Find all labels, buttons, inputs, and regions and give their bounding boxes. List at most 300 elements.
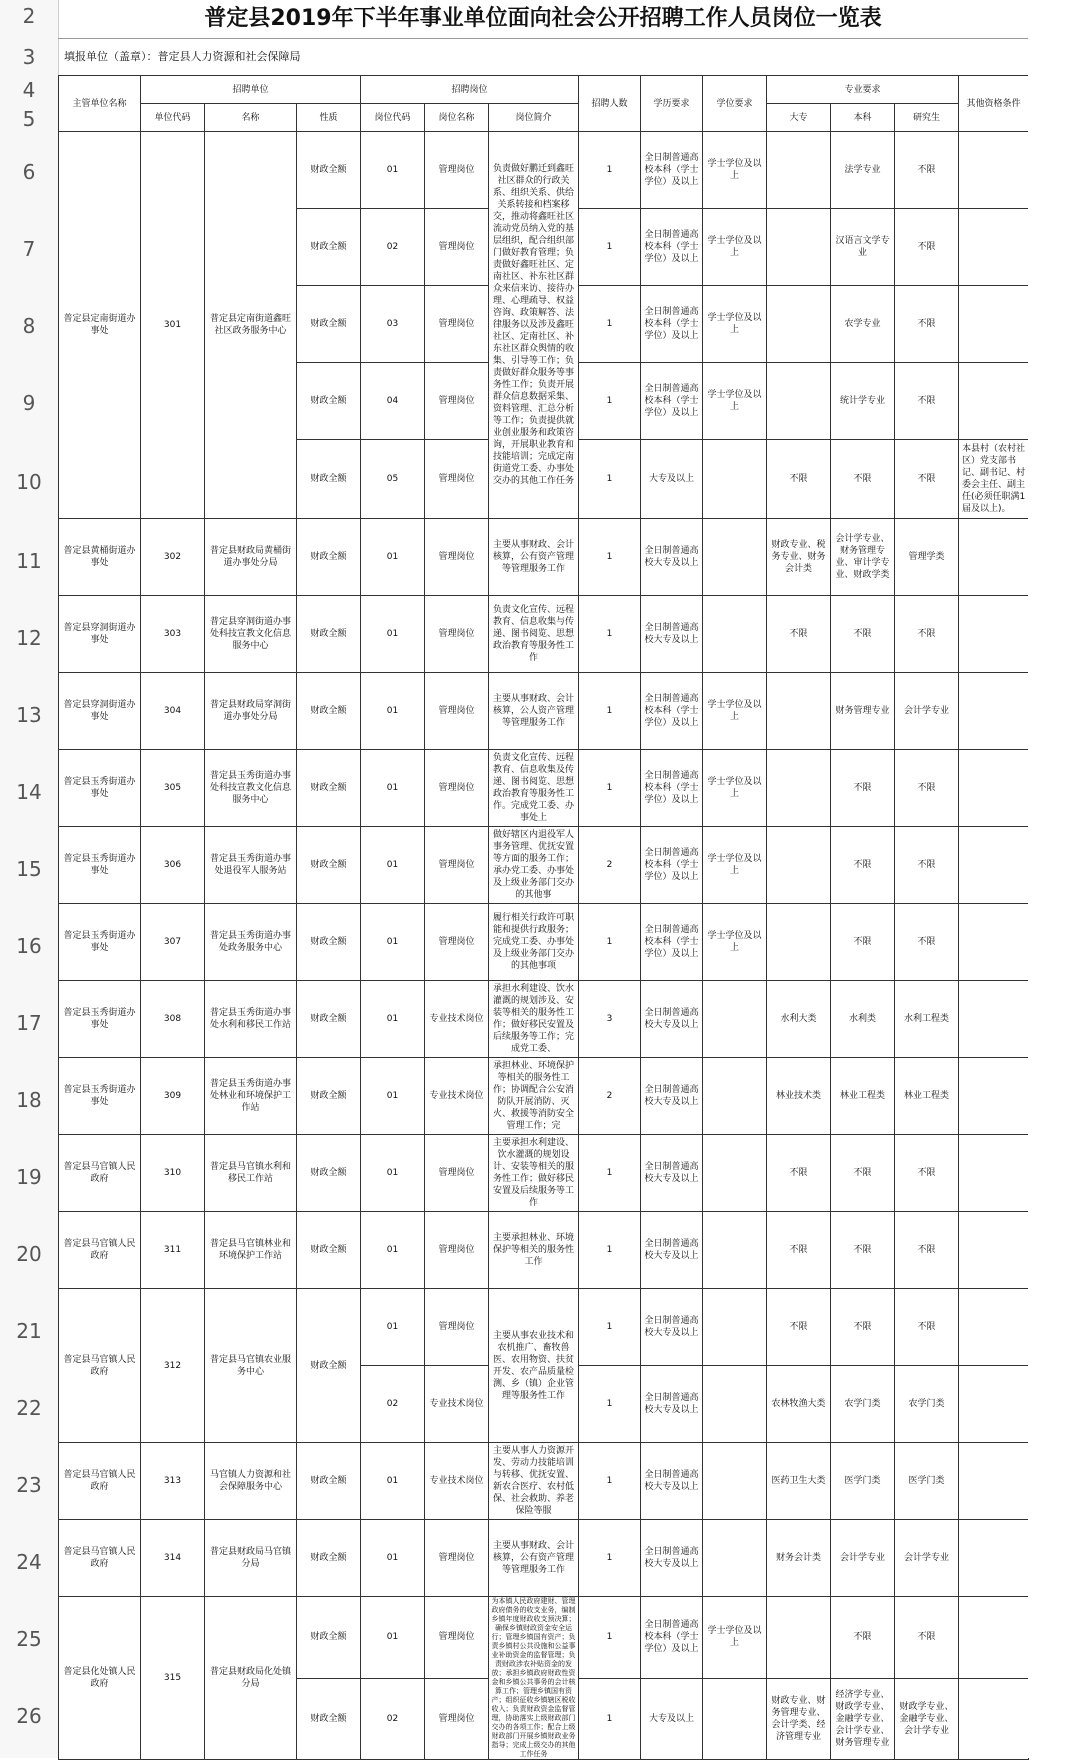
cell-other[interactable] — [959, 209, 1029, 286]
cell-other[interactable] — [959, 1366, 1029, 1443]
cell-other[interactable] — [959, 1135, 1029, 1212]
cell-dazhuan[interactable]: 林业技术类 — [767, 1058, 831, 1135]
cell-unit-code[interactable]: 302 — [141, 519, 205, 596]
cell-unit-name[interactable]: 普定县玉秀街道办事处水利和移民工作站 — [205, 981, 297, 1058]
cell-edu[interactable]: 全日制普通高校大专及以上 — [641, 1058, 703, 1135]
cell-unit-code[interactable]: 309 — [141, 1058, 205, 1135]
cell-nature[interactable]: 财政全额 — [297, 673, 361, 750]
cell-nature[interactable]: 财政全额 — [297, 1135, 361, 1212]
cell-post-intro[interactable] — [489, 673, 579, 750]
cell-unit-code[interactable]: 315 — [141, 1597, 205, 1760]
cell-other[interactable] — [959, 750, 1029, 827]
cell-unit-code[interactable]: 305 — [141, 750, 205, 827]
cell-dept[interactable]: 普定县马官镇人民政府 — [59, 1212, 141, 1289]
cell-degree[interactable] — [703, 596, 767, 673]
cell-benke[interactable]: 不限 — [831, 904, 895, 981]
post-intro-text: 承担林业、环境保护等相关的服务性工作；协调配合公安消防队开展消防、灭火、救援等消防安全管理工作；完 — [493, 1061, 575, 1131]
cell-yjs[interactable]: 管理学类 — [895, 519, 959, 596]
cell-yjs[interactable]: 不限 — [895, 596, 959, 673]
cell-edu[interactable]: 全日制普通高校大专及以上 — [641, 1212, 703, 1289]
cell-dept[interactable]: 普定县穿洞街道办事处 — [59, 673, 141, 750]
cell-edu[interactable]: 全日制普通高校大专及以上 — [641, 596, 703, 673]
cell-unit-code[interactable]: 310 — [141, 1135, 205, 1212]
cell-yjs[interactable]: 林业工程类 — [895, 1058, 959, 1135]
cell-edu[interactable]: 全日制普通高校大专及以上 — [641, 1366, 703, 1443]
cell-post-code[interactable]: 01 — [361, 981, 425, 1058]
cell-dept[interactable]: 普定县定南街道办事处 — [59, 132, 141, 519]
cell-count[interactable]: 1 — [579, 1520, 641, 1597]
cell-other[interactable] — [959, 1058, 1029, 1135]
cell-post-intro[interactable] — [489, 1597, 579, 1760]
post-intro-text: 为本镇人民政府建财、管理政府债务的收支业务，编制乡镇年度财政收支预决算；确保乡镇财政资金安全运行；管理乡镇国有资产；负责乡镇村公共设施和公益事业补助资金的监督管理；负责财政涉农补贴资金的发放；承担乡镇政府财政性资金和乡镇公共事务的会计核算工作；管理乡镇国有资产；组织征收乡镇辖区税收收入；负责财政资金监督管理，协助落实上级财政部门交办的各项工作；配合上级财政部门开展乡镇财政业务指导；完成上级交办的其他工作任务 — [491, 1597, 576, 1758]
cell-post-intro[interactable] — [489, 519, 579, 596]
cell-unit-name[interactable]: 普定县马官镇农业服务中心 — [205, 1289, 297, 1443]
cell-benke[interactable]: 会计学专业、财务管理专业、审计学专业、财政学类 — [831, 519, 895, 596]
cell-benke[interactable]: 不限 — [831, 827, 895, 904]
cell-benke[interactable]: 农学专业 — [831, 286, 895, 363]
cell-degree[interactable] — [703, 440, 767, 519]
cell-post-name[interactable]: 管理岗位 — [425, 363, 489, 440]
cell-degree[interactable]: 学士学位及以上 — [703, 286, 767, 363]
cell-benke[interactable]: 经济学专业、财政学专业、金融学专业、会计学专业、财务管理专业 — [831, 1678, 895, 1760]
cell-benke[interactable]: 不限 — [831, 1135, 895, 1212]
row-number[interactable]: 12 — [16, 626, 42, 650]
cell-other[interactable] — [959, 519, 1029, 596]
cell-degree[interactable] — [703, 1443, 767, 1520]
cell-other[interactable] — [959, 981, 1029, 1058]
cell-other[interactable] — [959, 286, 1029, 363]
cell-dept[interactable]: 普定县马官镇人民政府 — [59, 1443, 141, 1520]
cell-yjs[interactable]: 水利工程类 — [895, 981, 959, 1058]
cell-unit-code[interactable]: 312 — [141, 1289, 205, 1443]
cell-count[interactable]: 1 — [579, 209, 641, 286]
row-number[interactable]: 23 — [16, 1473, 42, 1497]
cell-post-name[interactable]: 管理岗位 — [425, 904, 489, 981]
cell-yjs[interactable]: 不限 — [895, 209, 959, 286]
cell-nature[interactable]: 财政全额 — [297, 209, 361, 286]
cell-unit-name[interactable]: 普定县穿洞街道办事处科技宣教文化信息服务中心 — [205, 596, 297, 673]
row-number[interactable]: 18 — [16, 1088, 42, 1112]
cell-post-name[interactable]: 专业技术岗位 — [425, 1058, 489, 1135]
cell-yjs[interactable]: 会计学专业 — [895, 1520, 959, 1597]
cell-benke[interactable]: 不限 — [831, 1289, 895, 1366]
cell-benke[interactable]: 不限 — [831, 440, 895, 519]
cell-count[interactable]: 1 — [579, 904, 641, 981]
cell-dept[interactable]: 普定县玉秀街道办事处 — [59, 904, 141, 981]
cell-post-name[interactable]: 管理岗位 — [425, 132, 489, 209]
cell-dept[interactable]: 普定县马官镇人民政府 — [59, 1289, 141, 1443]
cell-yjs[interactable]: 不限 — [895, 1597, 959, 1679]
cell-other[interactable] — [959, 904, 1029, 981]
cell-benke[interactable]: 财务管理专业 — [831, 673, 895, 750]
row-number[interactable]: 2 — [22, 4, 36, 28]
cell-count[interactable]: 2 — [579, 1058, 641, 1135]
header-count: 招聘人数 — [579, 76, 641, 132]
cell-nature[interactable]: 财政全额 — [297, 750, 361, 827]
row-number[interactable]: 20 — [16, 1242, 42, 1266]
cell-dept[interactable]: 普定县马官镇人民政府 — [59, 1520, 141, 1597]
row-number[interactable]: 6 — [22, 160, 36, 184]
cell-nature[interactable]: 财政全额 — [297, 132, 361, 209]
row-number[interactable]: 13 — [16, 703, 42, 727]
cell-dept[interactable]: 普定县玉秀街道办事处 — [59, 750, 141, 827]
cell-degree[interactable] — [703, 1520, 767, 1597]
cell-edu[interactable]: 全日制普通高校本科（学士学位）及以上 — [641, 750, 703, 827]
cell-post-code[interactable]: 01 — [361, 750, 425, 827]
cell-other[interactable] — [959, 1443, 1029, 1520]
cell-unit-code[interactable]: 307 — [141, 904, 205, 981]
cell-benke[interactable]: 法学专业 — [831, 132, 895, 209]
cell-dazhuan[interactable]: 不限 — [767, 1289, 831, 1366]
cell-yjs[interactable]: 不限 — [895, 286, 959, 363]
cell-other[interactable] — [959, 673, 1029, 750]
cell-yjs[interactable]: 不限 — [895, 827, 959, 904]
cell-benke[interactable]: 不限 — [831, 1212, 895, 1289]
cell-post-intro[interactable] — [489, 1058, 579, 1135]
cell-yjs[interactable]: 农学门类 — [895, 1366, 959, 1443]
cell-degree[interactable] — [703, 1289, 767, 1366]
row-number[interactable]: 11 — [16, 549, 42, 573]
cell-yjs[interactable]: 不限 — [895, 904, 959, 981]
cell-post-code[interactable]: 01 — [361, 1135, 425, 1212]
cell-post-code[interactable]: 03 — [361, 286, 425, 363]
cell-post-name[interactable]: 专业技术岗位 — [425, 1443, 489, 1520]
cell-post-code[interactable]: 01 — [361, 132, 425, 209]
row-number[interactable]: 14 — [16, 780, 42, 804]
cell-degree[interactable]: 学士学位及以上 — [703, 1597, 767, 1679]
cell-post-intro[interactable] — [489, 596, 579, 673]
cell-benke[interactable]: 医学门类 — [831, 1443, 895, 1520]
cell-count[interactable]: 1 — [579, 750, 641, 827]
cell-post-name[interactable]: 管理岗位 — [425, 750, 489, 827]
cell-yjs[interactable]: 会计学专业 — [895, 673, 959, 750]
table-row — [59, 827, 1029, 904]
cell-dept[interactable]: 普定县马官镇人民政府 — [59, 1135, 141, 1212]
cell-other[interactable] — [959, 363, 1029, 440]
cell-yjs[interactable]: 不限 — [895, 1135, 959, 1212]
cell-count[interactable]: 1 — [579, 440, 641, 519]
cell-post-intro[interactable] — [489, 1212, 579, 1289]
cell-post-code[interactable]: 01 — [361, 1520, 425, 1597]
cell-post-name[interactable]: 管理岗位 — [425, 209, 489, 286]
cell-dazhuan[interactable] — [767, 750, 831, 827]
cell-post-intro[interactable] — [489, 132, 579, 519]
cell-post-code[interactable]: 02 — [361, 1678, 425, 1760]
cell-unit-name[interactable]: 普定县定南街道鑫旺社区政务服务中心 — [205, 132, 297, 519]
cell-yjs[interactable]: 不限 — [895, 132, 959, 209]
cell-other[interactable] — [959, 1520, 1029, 1597]
cell-edu[interactable]: 全日制普通高校本科（学士学位）及以上 — [641, 904, 703, 981]
cell-unit-code[interactable]: 308 — [141, 981, 205, 1058]
cell-other[interactable] — [959, 827, 1029, 904]
cell-post-name[interactable]: 专业技术岗位 — [425, 1366, 489, 1443]
cell-unit-code[interactable]: 303 — [141, 596, 205, 673]
cell-unit-name[interactable]: 普定县马官镇林业和环境保护工作站 — [205, 1212, 297, 1289]
cell-benke[interactable]: 水利类 — [831, 981, 895, 1058]
cell-post-intro[interactable] — [489, 1443, 579, 1520]
cell-dazhuan[interactable]: 水利大类 — [767, 981, 831, 1058]
row-number[interactable]: 15 — [16, 857, 42, 881]
cell-post-code[interactable]: 01 — [361, 1212, 425, 1289]
cell-degree[interactable] — [703, 1366, 767, 1443]
cell-dazhuan[interactable]: 财政专业、税务专业、财务会计类 — [767, 519, 831, 596]
cell-unit-code[interactable]: 311 — [141, 1212, 205, 1289]
cell-nature[interactable]: 财政全额 — [297, 519, 361, 596]
cell-degree[interactable] — [703, 519, 767, 596]
cell-edu[interactable]: 全日制普通高校本科（学士学位）及以上 — [641, 827, 703, 904]
cell-dazhuan[interactable] — [767, 209, 831, 286]
row-number[interactable]: 26 — [16, 1704, 42, 1728]
cell-benke[interactable]: 农学门类 — [831, 1366, 895, 1443]
cell-dept[interactable]: 普定县化处镇人民政府 — [59, 1597, 141, 1760]
cell-count[interactable]: 1 — [579, 1289, 641, 1366]
cell-dept[interactable]: 普定县玉秀街道办事处 — [59, 1058, 141, 1135]
cell-dazhuan[interactable]: 不限 — [767, 1135, 831, 1212]
cell-post-code[interactable]: 02 — [361, 209, 425, 286]
cell-dazhuan[interactable]: 医药卫生大类 — [767, 1443, 831, 1520]
cell-other[interactable] — [959, 132, 1029, 209]
cell-degree[interactable]: 学士学位及以上 — [703, 132, 767, 209]
cell-post-name[interactable]: 管理岗位 — [425, 1678, 489, 1760]
cell-count[interactable]: 1 — [579, 1212, 641, 1289]
cell-other[interactable] — [959, 1678, 1029, 1760]
cell-nature[interactable]: 财政全额 — [297, 1212, 361, 1289]
row-number[interactable]: 25 — [16, 1627, 42, 1651]
cell-count[interactable]: 1 — [579, 1135, 641, 1212]
row-number[interactable]: 5 — [22, 107, 36, 131]
cell-nature[interactable]: 财政全额 — [297, 904, 361, 981]
cell-nature[interactable]: 财政全额 — [297, 1597, 361, 1679]
cell-yjs[interactable]: 不限 — [895, 1289, 959, 1366]
cell-dept[interactable]: 普定县黄桶街道办事处 — [59, 519, 141, 596]
cell-edu[interactable]: 全日制普通高校大专及以上 — [641, 1520, 703, 1597]
cell-other[interactable] — [959, 1212, 1029, 1289]
cell-post-name[interactable]: 管理岗位 — [425, 286, 489, 363]
cell-dazhuan[interactable]: 不限 — [767, 440, 831, 519]
cell-post-name[interactable]: 管理岗位 — [425, 1597, 489, 1679]
cell-count[interactable]: 2 — [579, 827, 641, 904]
cell-count[interactable]: 1 — [579, 596, 641, 673]
cell-degree[interactable]: 学士学位及以上 — [703, 904, 767, 981]
row-number[interactable]: 7 — [22, 237, 36, 261]
cell-post-code[interactable]: 01 — [361, 673, 425, 750]
cell-post-code[interactable]: 01 — [361, 904, 425, 981]
cell-unit-code[interactable]: 301 — [141, 132, 205, 519]
cell-nature[interactable]: 财政全额 — [297, 363, 361, 440]
cell-nature[interactable]: 财政全额 — [297, 1678, 361, 1760]
cell-degree[interactable]: 学士学位及以上 — [703, 673, 767, 750]
cell-count[interactable]: 1 — [579, 286, 641, 363]
cell-post-name[interactable]: 管理岗位 — [425, 1289, 489, 1366]
cell-post-intro[interactable] — [489, 1520, 579, 1597]
cell-nature[interactable]: 财政全额 — [297, 1058, 361, 1135]
cell-post-code[interactable]: 01 — [361, 596, 425, 673]
cell-dept[interactable]: 普定县玉秀街道办事处 — [59, 827, 141, 904]
cell-unit-name[interactable]: 普定县财政局马官镇分局 — [205, 1520, 297, 1597]
cell-post-code[interactable]: 05 — [361, 440, 425, 519]
cell-benke[interactable]: 不限 — [831, 1597, 895, 1679]
cell-edu[interactable]: 全日制普通高校本科（学士学位）及以上 — [641, 209, 703, 286]
cell-edu[interactable]: 全日制普通高校大专及以上 — [641, 1443, 703, 1520]
cell-yjs[interactable]: 不限 — [895, 440, 959, 519]
cell-nature[interactable]: 财政全额 — [297, 596, 361, 673]
cell-edu[interactable]: 大专及以上 — [641, 1678, 703, 1760]
cell-post-code[interactable]: 04 — [361, 363, 425, 440]
cell-count[interactable]: 1 — [579, 363, 641, 440]
cell-dazhuan[interactable] — [767, 363, 831, 440]
cell-post-intro[interactable] — [489, 1135, 579, 1212]
cell-degree[interactable]: 学士学位及以上 — [703, 209, 767, 286]
cell-benke[interactable]: 会计学专业 — [831, 1520, 895, 1597]
cell-post-name[interactable]: 管理岗位 — [425, 440, 489, 519]
cell-unit-code[interactable]: 314 — [141, 1520, 205, 1597]
cell-edu[interactable]: 全日制普通高校本科（学士学位）及以上 — [641, 1597, 703, 1679]
cell-edu[interactable]: 全日制普通高校本科（学士学位）及以上 — [641, 132, 703, 209]
cell-yjs[interactable]: 不限 — [895, 1212, 959, 1289]
cell-post-name[interactable]: 管理岗位 — [425, 827, 489, 904]
cell-dazhuan[interactable]: 农林牧渔大类 — [767, 1366, 831, 1443]
row-number[interactable]: 9 — [22, 391, 36, 415]
header-dept: 主管单位名称 — [59, 76, 141, 132]
cell-count[interactable]: 1 — [579, 1366, 641, 1443]
row-number[interactable]: 16 — [16, 934, 42, 958]
cell-post-name[interactable]: 管理岗位 — [425, 1520, 489, 1597]
cell-nature[interactable]: 财政全额 — [297, 440, 361, 519]
cell-count[interactable]: 1 — [579, 519, 641, 596]
cell-nature[interactable]: 财政全额 — [297, 981, 361, 1058]
cell-edu[interactable]: 全日制普通高校大专及以上 — [641, 981, 703, 1058]
cell-post-intro[interactable] — [489, 904, 579, 981]
cell-post-code[interactable]: 01 — [361, 1597, 425, 1679]
cell-unit-name[interactable]: 普定县财政局化处镇分局 — [205, 1597, 297, 1760]
row-number[interactable]: 3 — [22, 45, 36, 69]
cell-unit-name[interactable]: 马官镇人力资源和社会保障服务中心 — [205, 1443, 297, 1520]
cell-yjs[interactable]: 医学门类 — [895, 1443, 959, 1520]
cell-count[interactable]: 1 — [579, 1597, 641, 1679]
cell-post-name[interactable]: 管理岗位 — [425, 1212, 489, 1289]
cell-degree[interactable] — [703, 1135, 767, 1212]
cell-unit-name[interactable]: 普定县马官镇水利和移民工作站 — [205, 1135, 297, 1212]
cell-benke[interactable]: 林业工程类 — [831, 1058, 895, 1135]
cell-benke[interactable]: 不限 — [831, 750, 895, 827]
cell-degree[interactable] — [703, 981, 767, 1058]
cell-dept[interactable]: 普定县玉秀街道办事处 — [59, 981, 141, 1058]
row-number[interactable]: 24 — [16, 1550, 42, 1574]
cell-dazhuan[interactable]: 财务会计类 — [767, 1520, 831, 1597]
cell-dazhuan[interactable]: 不限 — [767, 596, 831, 673]
cell-post-name[interactable]: 管理岗位 — [425, 673, 489, 750]
cell-other[interactable] — [959, 596, 1029, 673]
row-number[interactable]: 17 — [16, 1011, 42, 1035]
row-number[interactable]: 4 — [22, 78, 36, 102]
cell-edu[interactable]: 全日制普通高校大专及以上 — [641, 519, 703, 596]
cell-yjs[interactable]: 不限 — [895, 363, 959, 440]
cell-edu[interactable]: 全日制普通高校本科（学士学位）及以上 — [641, 363, 703, 440]
cell-count[interactable]: 1 — [579, 1443, 641, 1520]
cell-post-code[interactable]: 01 — [361, 1058, 425, 1135]
cell-post-name[interactable]: 管理岗位 — [425, 596, 489, 673]
cell-unit-name[interactable]: 普定县玉秀街道办事处政务服务中心 — [205, 904, 297, 981]
cell-count[interactable]: 1 — [579, 132, 641, 209]
cell-dazhuan[interactable]: 不限 — [767, 1212, 831, 1289]
cell-count[interactable]: 1 — [579, 673, 641, 750]
row-number[interactable]: 19 — [16, 1165, 42, 1189]
cell-edu[interactable]: 全日制普通高校本科（学士学位）及以上 — [641, 286, 703, 363]
cell-post-intro[interactable] — [489, 827, 579, 904]
cell-post-code[interactable]: 01 — [361, 1289, 425, 1366]
cell-dazhuan[interactable] — [767, 827, 831, 904]
post-intro-text: 主要承担水利建设、饮水灌溉的规划设计、安装等相关的服务性工作；做好移民安置及后续服务等工作 — [493, 1138, 575, 1208]
row-number[interactable]: 10 — [16, 470, 42, 494]
cell-post-intro[interactable] — [489, 981, 579, 1058]
cell-yjs[interactable]: 不限 — [895, 750, 959, 827]
cell-other[interactable]: 本县村（农村社区）党支部书记、副书记、村委会主任、副主任(必须任职满1届及以上)。 — [959, 440, 1029, 519]
cell-benke[interactable]: 统计学专业 — [831, 363, 895, 440]
cell-unit-name[interactable]: 普定县财政局穿洞街道办事处分局 — [205, 673, 297, 750]
cell-count[interactable]: 1 — [579, 1678, 641, 1760]
cell-unit-code[interactable]: 304 — [141, 673, 205, 750]
cell-nature[interactable]: 财政全额 — [297, 1443, 361, 1520]
cell-nature[interactable]: 财政全额 — [297, 286, 361, 363]
cell-post-code[interactable]: 01 — [361, 1443, 425, 1520]
cell-post-intro[interactable] — [489, 1289, 579, 1443]
cell-edu[interactable]: 全日制普通高校大专及以上 — [641, 1289, 703, 1366]
cell-unit-code[interactable]: 306 — [141, 827, 205, 904]
row-number[interactable]: 22 — [16, 1396, 42, 1420]
cell-count[interactable]: 3 — [579, 981, 641, 1058]
cell-edu[interactable]: 全日制普通高校大专及以上 — [641, 1135, 703, 1212]
cell-edu[interactable]: 大专及以上 — [641, 440, 703, 519]
cell-nature[interactable]: 财政全额 — [297, 1289, 361, 1443]
cell-degree[interactable]: 学士学位及以上 — [703, 363, 767, 440]
cell-post-name[interactable]: 专业技术岗位 — [425, 981, 489, 1058]
cell-post-name[interactable]: 管理岗位 — [425, 519, 489, 596]
cell-dept[interactable]: 普定县穿洞街道办事处 — [59, 596, 141, 673]
cell-dazhuan[interactable]: 财政专业、财务管理专业、会计学类、经济管理专业 — [767, 1678, 831, 1760]
cell-post-code[interactable]: 01 — [361, 519, 425, 596]
cell-nature[interactable]: 财政全额 — [297, 827, 361, 904]
cell-degree[interactable] — [703, 1678, 767, 1760]
row-number[interactable]: 8 — [22, 314, 36, 338]
cell-dazhuan[interactable] — [767, 904, 831, 981]
cell-dazhuan[interactable] — [767, 673, 831, 750]
cell-benke[interactable]: 汉语言文学专业 — [831, 209, 895, 286]
cell-post-code[interactable]: 01 — [361, 827, 425, 904]
cell-degree[interactable]: 学士学位及以上 — [703, 827, 767, 904]
cell-yjs[interactable]: 财政学专业、金融学专业、会计学专业 — [895, 1678, 959, 1760]
cell-dazhuan[interactable] — [767, 132, 831, 209]
cell-edu[interactable]: 全日制普通高校本科（学士学位）及以上 — [641, 673, 703, 750]
cell-degree[interactable] — [703, 1058, 767, 1135]
cell-other[interactable] — [959, 1289, 1029, 1366]
cell-unit-code[interactable]: 313 — [141, 1443, 205, 1520]
cell-post-name[interactable]: 管理岗位 — [425, 1135, 489, 1212]
cell-unit-name[interactable]: 普定县财政局黄桶街道办事处分局 — [205, 519, 297, 596]
cell-dazhuan[interactable] — [767, 1597, 831, 1679]
cell-degree[interactable] — [703, 1212, 767, 1289]
cell-unit-name[interactable]: 普定县玉秀街道办事处科技宣教文化信息服务中心 — [205, 750, 297, 827]
cell-dazhuan[interactable] — [767, 286, 831, 363]
cell-unit-name[interactable]: 普定县玉秀街道办事处林业和环境保护工作站 — [205, 1058, 297, 1135]
cell-post-code[interactable]: 02 — [361, 1366, 425, 1443]
cell-other[interactable] — [959, 1597, 1029, 1679]
cell-nature[interactable]: 财政全额 — [297, 1520, 361, 1597]
cell-unit-name[interactable]: 普定县玉秀街道办事处退役军人服务站 — [205, 827, 297, 904]
cell-degree[interactable]: 学士学位及以上 — [703, 750, 767, 827]
cell-benke[interactable]: 不限 — [831, 596, 895, 673]
cell-post-intro[interactable] — [489, 750, 579, 827]
row-number[interactable]: 21 — [16, 1319, 42, 1343]
